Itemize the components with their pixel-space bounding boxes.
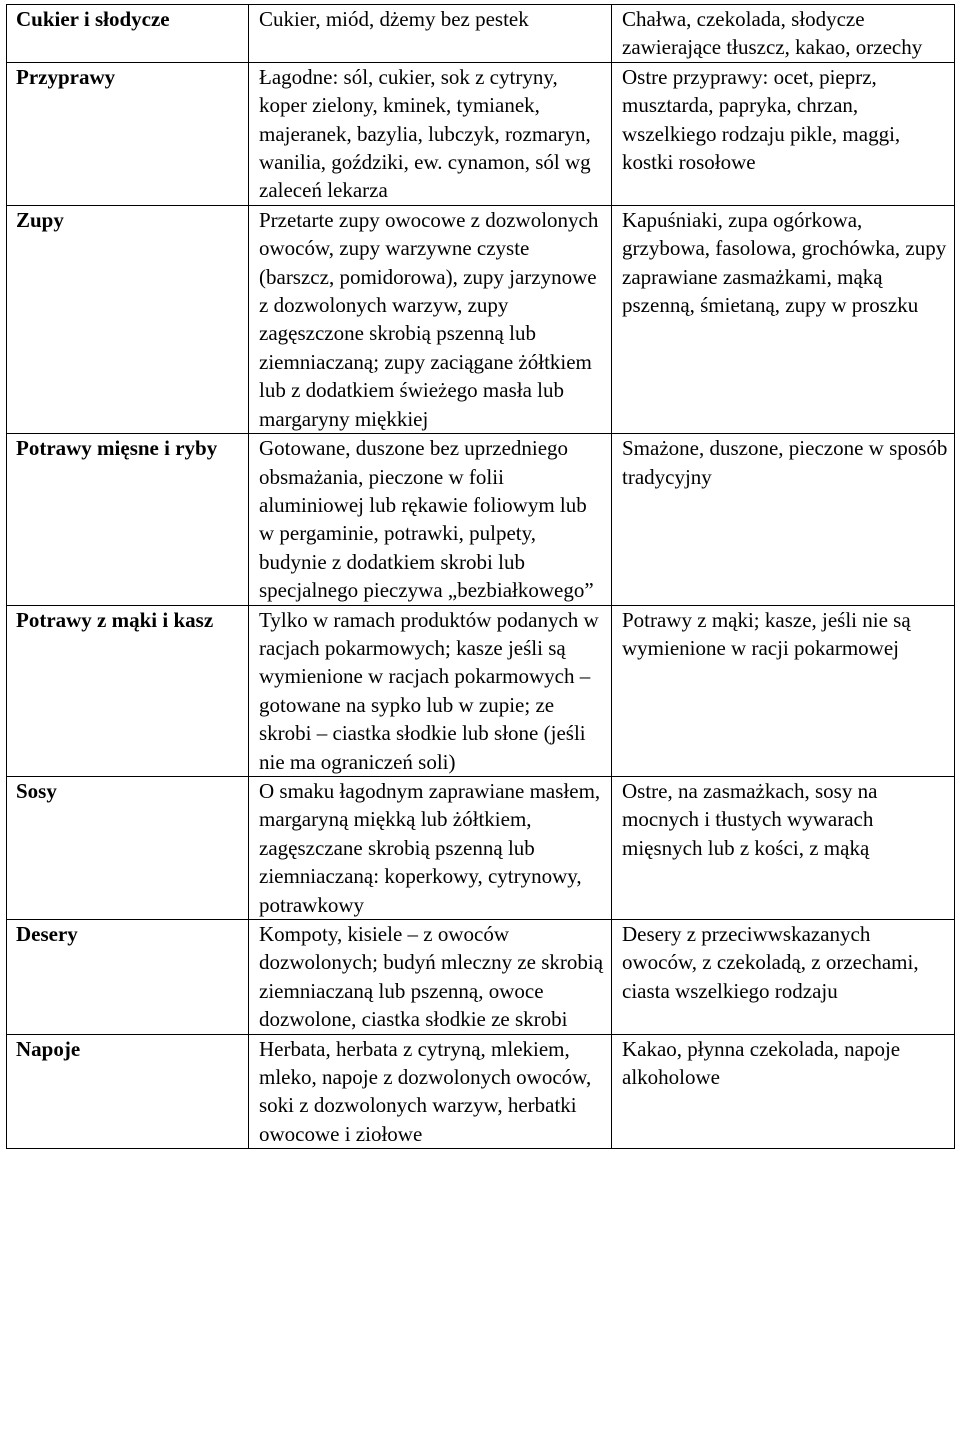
- category-cell: Cukier i słodycze: [7, 5, 249, 63]
- allowed-foods-cell: Łagodne: sól, cukier, sok z cytryny, koper zielony, kminek, tymianek, majeranek, bazylia, lubczyk, rozmaryn, wanilia, goździki, ew. cynamon, sól wg zaleceń lekarza: [249, 62, 612, 205]
- forbidden-foods-cell: Ostre, na zasmażkach, sosy na mocnych i tłustych wywarach mięsnych lub z kości, z mąką: [612, 776, 955, 919]
- category-cell: Potrawy z mąki i kasz: [7, 605, 249, 776]
- table-row: [7, 205, 955, 433]
- allowed-foods-cell: Kompoty, kisiele – z owoców dozwolonych; budyń mleczny ze skrobią ziemniaczaną lub pszenną, owoce dozwolone, ciastka słodkie ze skrobi: [249, 920, 612, 1035]
- allowed-foods-cell: Herbata, herbata z cytryną, mlekiem, mleko, napoje z dozwolonych owoców, soki z dozwolonych warzyw, herbatki owocowe i ziołowe: [249, 1034, 612, 1149]
- table-row: [7, 434, 955, 605]
- forbidden-foods-cell: Chałwa, czekolada, słodycze zawierające tłuszcz, kakao, orzechy: [612, 5, 955, 63]
- allowed-foods-cell: Gotowane, duszone bez uprzedniego obsmażania, pieczone w folii aluminiowej lub rękawie foliowym lub w pergaminie, potrawki, pulpety, budynie z dodatkiem skrobi lub specjalnego pieczywa „bezbiałkowego”: [249, 434, 612, 605]
- category-cell: Potrawy mięsne i ryby: [7, 434, 249, 605]
- category-cell: Sosy: [7, 776, 249, 919]
- table-row: [7, 5, 955, 63]
- category-cell: Desery: [7, 920, 249, 1035]
- forbidden-foods-cell: Potrawy z mąki; kasze, jeśli nie są wymienione w racji pokarmowej: [612, 605, 955, 776]
- forbidden-foods-cell: Kapuśniaki, zupa ogórkowa, grzybowa, fasolowa, grochówka, zupy zaprawiane zasmażkami, mąką pszenną, śmietaną, zupy w proszku: [612, 205, 955, 433]
- forbidden-foods-cell: Kakao, płynna czekolada, napoje alkoholowe: [612, 1034, 955, 1149]
- category-cell: Przyprawy: [7, 62, 249, 205]
- diet-table: [6, 4, 955, 1149]
- table-row: [7, 1034, 955, 1149]
- table-row: [7, 62, 955, 205]
- allowed-foods-cell: Tylko w ramach produktów podanych w racjach pokarmowych; kasze jeśli są wymienione w racjach pokarmowych – gotowane na sypko lub w zupie; ze skrobi – ciastka słodkie lub słone (jeśli nie ma ograniczeń soli): [249, 605, 612, 776]
- allowed-foods-cell: Cukier, miód, dżemy bez pestek: [249, 5, 612, 63]
- allowed-foods-cell: Przetarte zupy owocowe z dozwolonych owoców, zupy warzywne czyste (barszcz, pomidorowa), zupy jarzynowe z dozwolonych warzyw, zupy zagęszczone skrobią pszenną lub ziemniaczaną; zupy zaciągane żółtkiem lub z dodatkiem świeżego masła lub margaryny miękkiej: [249, 205, 612, 433]
- forbidden-foods-cell: Smażone, duszone, pieczone w sposób tradycyjny: [612, 434, 955, 605]
- forbidden-foods-cell: Ostre przyprawy: ocet, pieprz, musztarda, papryka, chrzan, wszelkiego rodzaju pikle, maggi, kostki rosołowe: [612, 62, 955, 205]
- document-page: [6, 4, 955, 1149]
- forbidden-foods-cell: Desery z przeciwwskazanych owoców, z czekoladą, z orzechami, ciasta wszelkiego rodzaju: [612, 920, 955, 1035]
- allowed-foods-cell: O smaku łagodnym zaprawiane masłem, margaryną miękką lub żółtkiem, zagęszczane skrobią pszenną lub ziemniaczaną: koperkowy, cytrynowy, potrawkowy: [249, 776, 612, 919]
- table-row: [7, 920, 955, 1035]
- table-row: [7, 605, 955, 776]
- category-cell: Napoje: [7, 1034, 249, 1149]
- category-cell: Zupy: [7, 205, 249, 433]
- table-row: [7, 776, 955, 919]
